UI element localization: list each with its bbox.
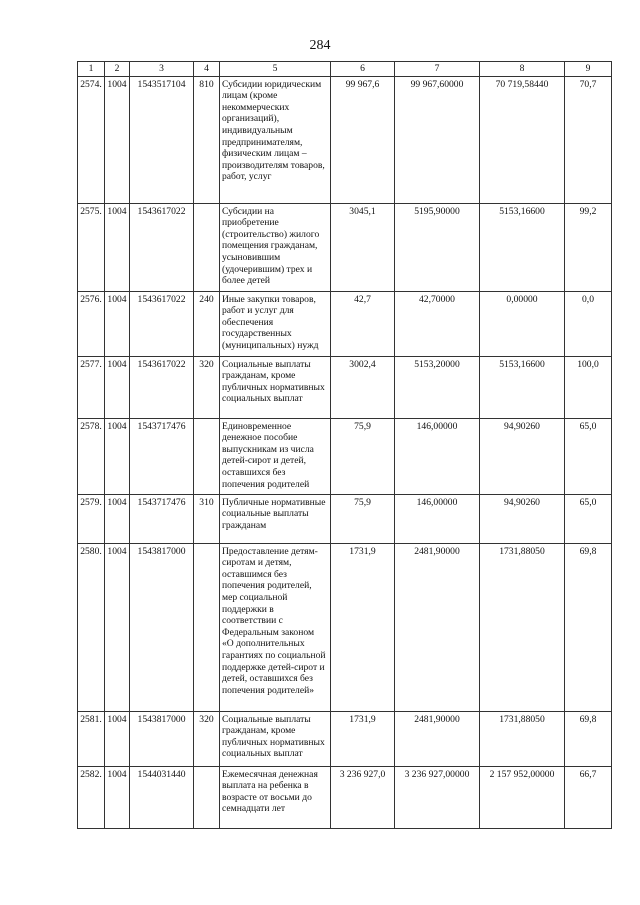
- column-header-9: 9: [565, 62, 612, 77]
- target-code: 1543517104: [130, 76, 194, 203]
- value-col8: 5153,16600: [480, 356, 565, 418]
- expense-type: [194, 543, 220, 711]
- section-code: 1004: [105, 76, 130, 203]
- row-number: 2575.: [78, 203, 105, 291]
- value-col6: 1731,9: [331, 543, 395, 711]
- value-col9: 66,7: [565, 766, 612, 828]
- value-col9: 70,7: [565, 76, 612, 203]
- value-col6: 3045,1: [331, 203, 395, 291]
- row-description: Публичные нормативные социальные выплаты гражданам: [220, 494, 331, 543]
- expense-type: 320: [194, 356, 220, 418]
- column-header-8: 8: [480, 62, 565, 77]
- row-description: Социальные выплаты гражданам, кроме публичных нормативных социальных выплат: [220, 356, 331, 418]
- section-code: 1004: [105, 291, 130, 356]
- page-number: 284: [309, 38, 331, 53]
- value-col7: 42,70000: [395, 291, 480, 356]
- table-body: [78, 76, 612, 828]
- value-col8: 94,90260: [480, 418, 565, 494]
- value-col8: 5153,16600: [480, 203, 565, 291]
- section-code: 1004: [105, 494, 130, 543]
- value-col8: 1731,88050: [480, 543, 565, 711]
- table-row: [78, 543, 612, 711]
- target-code: 1543717476: [130, 418, 194, 494]
- value-col8: 94,90260: [480, 494, 565, 543]
- row-number: 2579.: [78, 494, 105, 543]
- column-header-4: 4: [194, 62, 220, 77]
- column-header-6: 6: [331, 62, 395, 77]
- row-description: Ежемесячная денежная выплата на ребенка в возрасте от восьми до семнадцати лет: [220, 766, 331, 828]
- target-code: 1543617022: [130, 356, 194, 418]
- row-number: 2577.: [78, 356, 105, 418]
- value-col7: 146,00000: [395, 418, 480, 494]
- expense-type: [194, 766, 220, 828]
- row-description: Субсидии на приобретение (строительство) жилого помещения гражданам, усыновившим (удочерившим) трех и более детей: [220, 203, 331, 291]
- expense-type: 240: [194, 291, 220, 356]
- value-col7: 99 967,60000: [395, 76, 480, 203]
- expense-type: 310: [194, 494, 220, 543]
- table-row: [78, 203, 612, 291]
- column-header-1: 1: [78, 62, 105, 77]
- row-number: 2576.: [78, 291, 105, 356]
- row-description: Иные закупки товаров, работ и услуг для обеспечения государственных (муниципальных) нужд: [220, 291, 331, 356]
- table-row: [78, 291, 612, 356]
- table-row: [78, 76, 612, 203]
- row-number: 2578.: [78, 418, 105, 494]
- value-col6: 3 236 927,0: [331, 766, 395, 828]
- value-col9: 65,0: [565, 418, 612, 494]
- value-col9: 0,0: [565, 291, 612, 356]
- value-col6: 3002,4: [331, 356, 395, 418]
- table-row: [78, 418, 612, 494]
- expense-type: 320: [194, 711, 220, 766]
- section-code: 1004: [105, 766, 130, 828]
- table-row: [78, 766, 612, 828]
- budget-table: [77, 61, 612, 829]
- value-col7: 146,00000: [395, 494, 480, 543]
- value-col6: 99 967,6: [331, 76, 395, 203]
- table-row: [78, 711, 612, 766]
- value-col8: 70 719,58440: [480, 76, 565, 203]
- value-col7: 2481,90000: [395, 711, 480, 766]
- target-code: 1544031440: [130, 766, 194, 828]
- value-col9: 100,0: [565, 356, 612, 418]
- column-header-2: 2: [105, 62, 130, 77]
- column-header-3: 3: [130, 62, 194, 77]
- value-col9: 69,8: [565, 711, 612, 766]
- column-header-7: 7: [395, 62, 480, 77]
- table-row: [78, 356, 612, 418]
- table-row: [78, 494, 612, 543]
- value-col7: 2481,90000: [395, 543, 480, 711]
- header-row: [78, 62, 612, 77]
- value-col6: 42,7: [331, 291, 395, 356]
- value-col6: 75,9: [331, 418, 395, 494]
- section-code: 1004: [105, 203, 130, 291]
- row-description: Субсидии юридическим лицам (кроме некоммерческих организаций), индивидуальным предпринимателям, физическим лицам – производителям товаров, работ, услуг: [220, 76, 331, 203]
- target-code: 1543717476: [130, 494, 194, 543]
- row-number: 2582.: [78, 766, 105, 828]
- expense-type: [194, 418, 220, 494]
- column-header-5: 5: [220, 62, 331, 77]
- row-number: 2580.: [78, 543, 105, 711]
- value-col7: 5195,90000: [395, 203, 480, 291]
- value-col8: 0,00000: [480, 291, 565, 356]
- section-code: 1004: [105, 543, 130, 711]
- target-code: 1543617022: [130, 203, 194, 291]
- value-col7: 3 236 927,00000: [395, 766, 480, 828]
- value-col9: 69,8: [565, 543, 612, 711]
- row-description: Единовременное денежное пособие выпускникам из числа детей-сирот и детей, оставшихся без попечения родителей: [220, 418, 331, 494]
- value-col8: 1731,88050: [480, 711, 565, 766]
- row-number: 2581.: [78, 711, 105, 766]
- value-col9: 65,0: [565, 494, 612, 543]
- value-col7: 5153,20000: [395, 356, 480, 418]
- expense-type: 810: [194, 76, 220, 203]
- section-code: 1004: [105, 418, 130, 494]
- section-code: 1004: [105, 356, 130, 418]
- target-code: 1543817000: [130, 711, 194, 766]
- expense-type: [194, 203, 220, 291]
- value-col6: 1731,9: [331, 711, 395, 766]
- value-col6: 75,9: [331, 494, 395, 543]
- row-description: Предоставление детям-сиротам и детям, оставшимся без попечения родителей, мер социальной поддержки в соответствии с Федеральным законом «О дополнительных гарантиях по социальной поддержке детей-сирот и детей, оставшихся без попечения родителей»: [220, 543, 331, 711]
- value-col9: 99,2: [565, 203, 612, 291]
- target-code: 1543617022: [130, 291, 194, 356]
- target-code: 1543817000: [130, 543, 194, 711]
- row-number: 2574.: [78, 76, 105, 203]
- section-code: 1004: [105, 711, 130, 766]
- row-description: Социальные выплаты гражданам, кроме публичных нормативных социальных выплат: [220, 711, 331, 766]
- value-col8: 2 157 952,00000: [480, 766, 565, 828]
